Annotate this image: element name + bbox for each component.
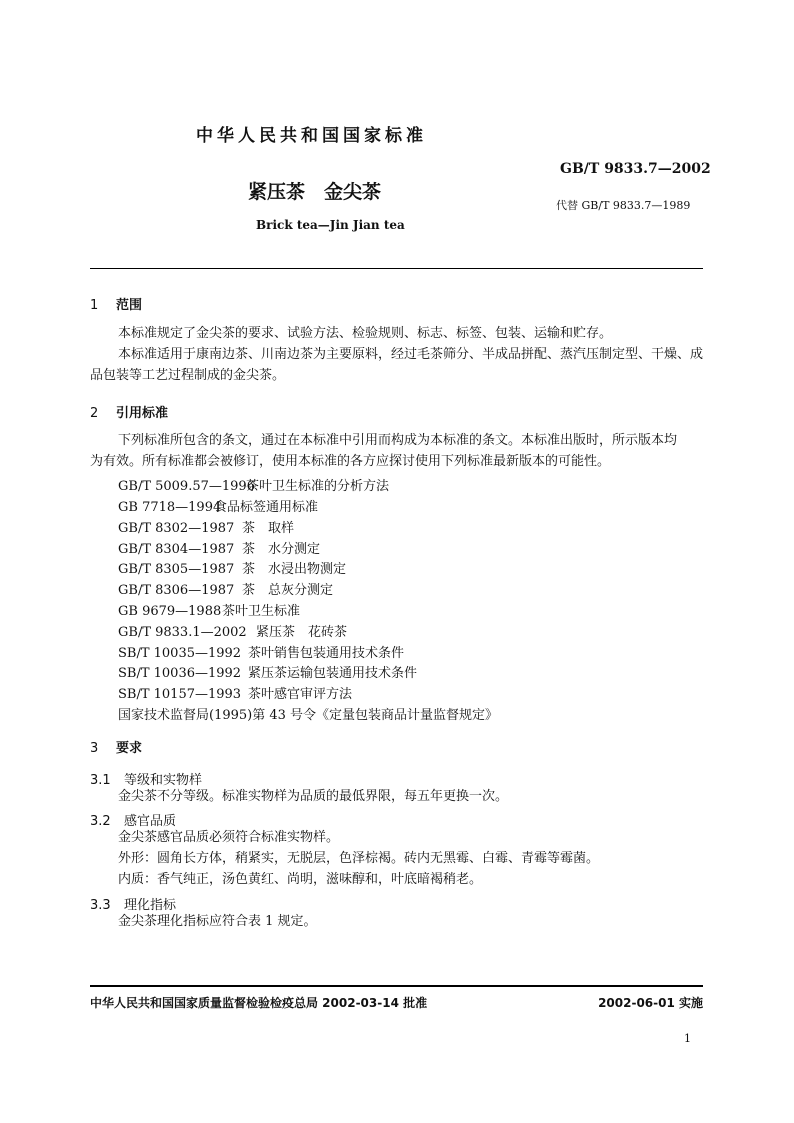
paragraph-continuation: 品包装等工艺过程制成的金尖茶。 [90, 368, 286, 383]
paragraph: 下列标准所包含的条文，通过在本标准中引用而构成为本标准的条文。本标准出版时，所示版本均 [118, 433, 678, 448]
reference-item: GB/T 8302—1987 茶 取样 [118, 521, 295, 536]
reference-item: GB/T 5009.57—1996茶叶卫生标准的分析方法 [118, 479, 390, 494]
paragraph: 内质：香气纯正，汤色黄红、尚明，滋味醇和，叶底暗褐稍老。 [118, 872, 483, 887]
page-number: 1 [684, 1032, 691, 1045]
section-title: 引用标准 [116, 406, 169, 421]
paragraph-continuation: 为有效。所有标准都会被修订，使用本标准的各方应探讨使用下列标准最新版本的可能性。 [90, 454, 611, 469]
section-2-heading [90, 402, 168, 421]
paragraph: 金尖茶理化指标应符合表 1 规定。 [118, 914, 317, 929]
section-title: 范围 [116, 298, 143, 313]
reference-item: GB/T 8304—1987 茶 水分测定 [118, 542, 321, 557]
section-number: 2 [90, 406, 99, 421]
effective-date: 2002-06-01 实施 [598, 996, 703, 1010]
paragraph: 金尖茶不分等级。标准实物样为品质的最低界限，每五年更换一次。 [118, 789, 509, 804]
national-standard-heading: 中华人民共和国国家标准 [196, 126, 427, 146]
paragraph: 金尖茶感官品质必须符合标准实物样。 [118, 830, 340, 845]
reference-item: 国家技术监督局(1995)第 43 号令《定量包装商品计量监督规定》 [118, 708, 499, 723]
subsection-title: 理化指标 [124, 898, 177, 913]
reference-item: GB/T 8306—1987 茶 总灰分测定 [118, 583, 334, 598]
section-1-heading [90, 294, 142, 313]
reference-item: SB/T 10157—1993 茶叶感官审评方法 [118, 687, 353, 702]
reference-item: GB/T 9833.1—2002 紧压茶 花砖茶 [118, 625, 348, 640]
reference-item: GB/T 8305—1987 茶 水浸出物测定 [118, 562, 347, 577]
section-3-heading [90, 737, 142, 756]
issuer-line: 中华人民共和国国家质量监督检验检疫总局 2002-03-14 批准 [90, 996, 428, 1010]
subsection-title: 等级和实物样 [124, 773, 203, 788]
section-number: 3 [90, 741, 99, 756]
paragraph: 本标准规定了金尖茶的要求、试验方法、检验规则、标志、标签、包装、运输和贮存。 [118, 326, 613, 341]
reference-item: GB 9679—1988茶叶卫生标准 [118, 604, 301, 619]
standard-code: GB/T 9833.7—2002 [560, 161, 711, 177]
reference-item: SB/T 10036—1992 紧压茶运输包装通用技术条件 [118, 666, 418, 681]
subsection-3-3-heading [90, 894, 176, 913]
subsection-title: 感官品质 [124, 814, 177, 829]
paragraph: 本标准适用于康南边茶、川南边茶为主要原料，经过毛茶筛分、半成品拼配、蒸汽压制定型、干燥、成 [118, 347, 704, 362]
replaces-standard: 代替 GB/T 9833.7—1989 [556, 199, 691, 212]
document-title: 紧压茶 金尖茶 [248, 181, 382, 203]
header-divider [90, 268, 703, 269]
section-title: 要求 [116, 741, 143, 756]
subsection-number: 3.1 [90, 773, 111, 788]
subsection-3-1-heading [90, 769, 202, 788]
subsection-number: 3.2 [90, 814, 111, 829]
reference-item: SB/T 10035—1992 茶叶销售包装通用技术条件 [118, 646, 405, 661]
subsection-3-2-heading [90, 810, 176, 829]
section-number: 1 [90, 298, 99, 313]
reference-item: GB 7718—1994食品标签通用标准 [118, 500, 319, 515]
footer-divider [90, 985, 703, 987]
paragraph: 外形：圆角长方体，稍紧实，无脱层，色泽棕褐。砖内无黑霉、白霉、青霉等霉菌。 [118, 851, 600, 866]
english-title: Brick tea—Jin Jian tea [256, 218, 405, 232]
subsection-number: 3.3 [90, 898, 111, 913]
